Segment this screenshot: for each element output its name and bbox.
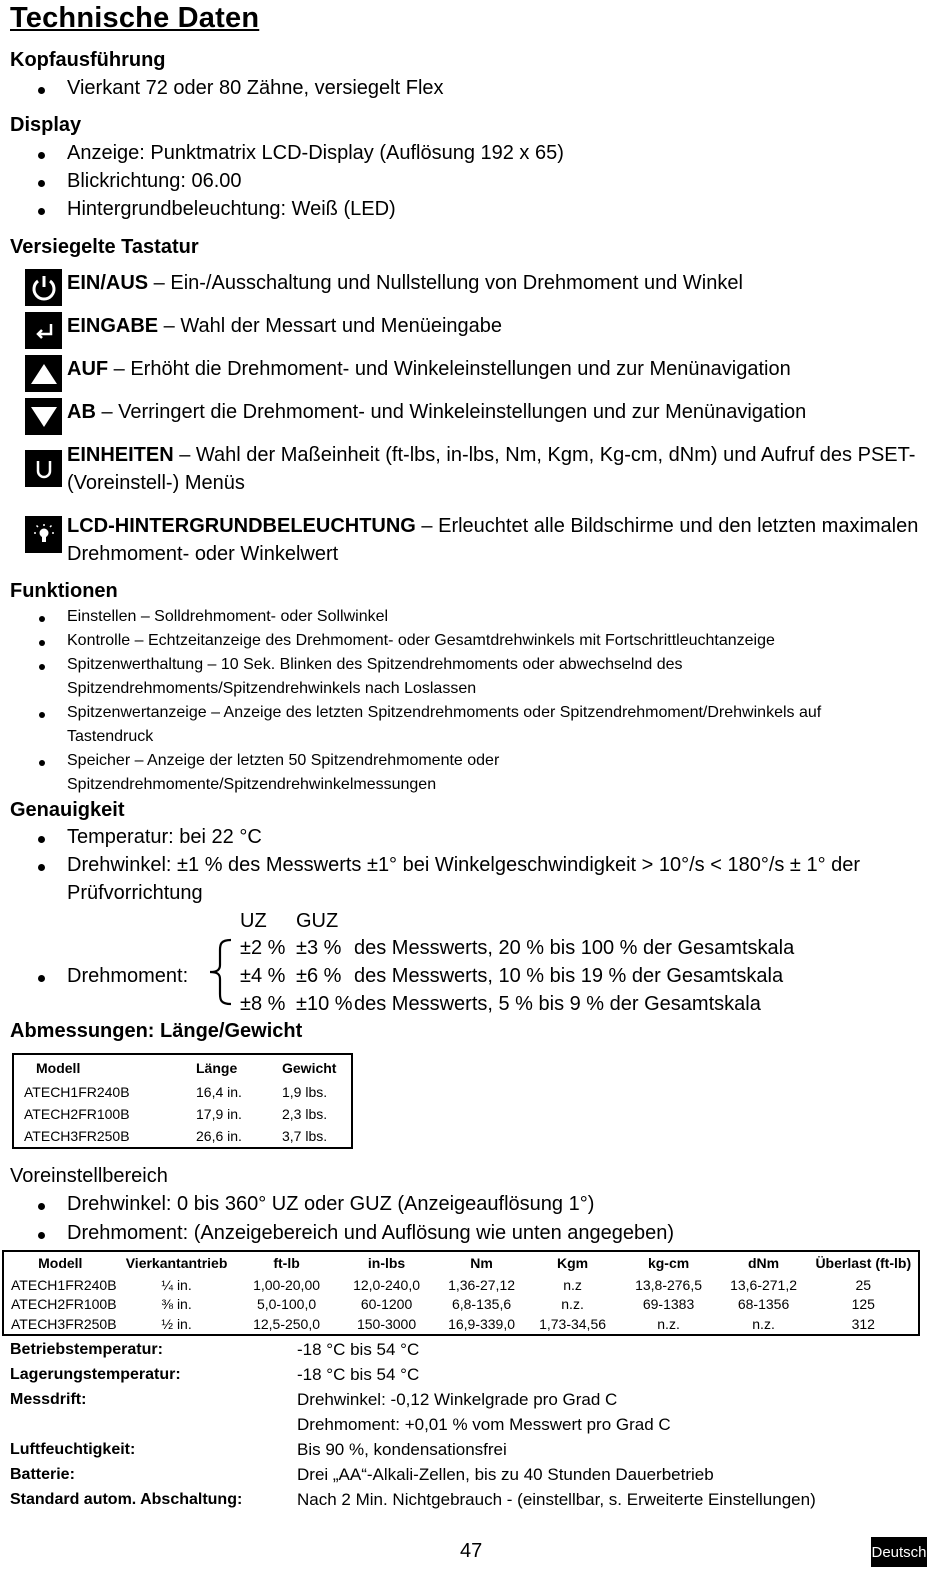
list-item: Kontrolle – Echtzeitanzeige des Drehmoment- oder Gesamtdrehwinkels mit Fortschrittleuchtanzeige bbox=[67, 632, 775, 649]
bullet-icon bbox=[39, 664, 45, 670]
table-header: Kgm bbox=[557, 1255, 589, 1272]
table-cell: ATECH2FR100B bbox=[11, 1296, 117, 1313]
key-description-units bbox=[67, 444, 915, 467]
table-header: dNm bbox=[748, 1255, 780, 1272]
accuracy-temperature: Temperatur: bei 22 °C bbox=[67, 826, 262, 848]
list-item: Spitzenwerthaltung – 10 Sek. Blinken des Spitzendrehmoments oder abwechselnd des bbox=[67, 656, 683, 673]
table-header: in-lbs bbox=[367, 1255, 406, 1272]
list-item: Speicher – Anzeige der letzten 50 Spitzendrehmomente oder bbox=[67, 752, 500, 769]
col-guz: GUZ bbox=[296, 910, 339, 932]
torque-uz: ±4 % bbox=[240, 965, 286, 987]
table-cell: 12,5-250,0 bbox=[253, 1316, 321, 1333]
table-cell: 1,36-27,12 bbox=[448, 1276, 516, 1293]
key-desc: – Wahl der Maßeinheit (ft-lbs, in-lbs, Nm, Kgm, Kg-cm, dNm) und Aufruf des PSET- bbox=[173, 444, 916, 466]
power-icon bbox=[25, 269, 62, 306]
table-cell: n.z. bbox=[657, 1316, 680, 1333]
table-header: Gewicht bbox=[282, 1059, 337, 1076]
bullet-icon bbox=[39, 640, 45, 646]
bullet-icon bbox=[38, 975, 45, 982]
table-cell: n.z. bbox=[752, 1316, 775, 1333]
key-desc: – Erhöht die Drehmoment- und Winkeleinstellungen und zur Menünavigation bbox=[108, 358, 791, 380]
list-item: Hintergrundbeleuchtung: Weiß (LED) bbox=[67, 198, 396, 220]
table-cell: 150-3000 bbox=[356, 1316, 417, 1333]
spec-label: Batterie: bbox=[10, 1466, 75, 1483]
section-heading-funktionen: Funktionen bbox=[10, 580, 118, 602]
list-item: Anzeige: Punktmatrix LCD-Display (Auflösung 192 x 65) bbox=[67, 142, 564, 164]
table-cell: 5,0-100,0 bbox=[256, 1296, 317, 1313]
spec-label: Standard autom. Abschaltung: bbox=[10, 1491, 243, 1508]
key-name: AUF bbox=[67, 358, 109, 380]
dimensions-table bbox=[12, 1053, 353, 1149]
torque-uz: ±8 % bbox=[240, 993, 286, 1015]
table-header: Nm bbox=[470, 1255, 493, 1272]
table-cell: 1,9 lbs. bbox=[282, 1083, 328, 1100]
key-description-backlight bbox=[67, 515, 918, 538]
key-desc: – Ein-/Ausschaltung und Nullstellung von Drehmoment und Winkel bbox=[148, 272, 743, 294]
list-item: Einstellen – Solldrehmoment- oder Sollwinkel bbox=[67, 608, 389, 625]
table-cell: 1,00-20,00 bbox=[253, 1276, 321, 1293]
table-cell: 312 bbox=[851, 1316, 875, 1333]
torque-label: Drehmoment: bbox=[67, 965, 189, 987]
spec-value: -18 °C bis 54 °C bbox=[297, 1365, 420, 1384]
key-name: AB bbox=[67, 401, 96, 423]
table-cell: 16,4 in. bbox=[196, 1083, 242, 1100]
key-name: EINHEITEN bbox=[67, 444, 174, 466]
page-title: Technische Daten bbox=[10, 2, 260, 34]
table-row bbox=[13, 1103, 352, 1125]
section-heading-genauigkeit: Genauigkeit bbox=[10, 799, 125, 821]
table-cell: 26,6 in. bbox=[196, 1127, 242, 1144]
list-item-cont: Tastendruck bbox=[67, 728, 154, 745]
key-desc: – Verringert die Drehmoment- und Winkeleinstellungen und zur Menünavigation bbox=[95, 401, 807, 423]
table-cell: 25 bbox=[855, 1276, 872, 1293]
spec-label: Luftfeuchtigkeit: bbox=[10, 1441, 136, 1458]
torque-guz: ±10 % bbox=[296, 993, 353, 1015]
table-cell: ATECH1FR240B bbox=[11, 1276, 117, 1293]
torque-uz: ±2 % bbox=[240, 937, 286, 959]
torque-guz: ±3 % bbox=[296, 937, 342, 959]
spec-value: Drehmoment: +0,01 % vom Messwert pro Grad C bbox=[297, 1415, 671, 1434]
table-cell: n.z bbox=[563, 1276, 582, 1293]
page-number: 47 bbox=[460, 1540, 483, 1562]
table-cell: 60-1200 bbox=[360, 1296, 413, 1313]
section-heading-tastatur: Versiegelte Tastatur bbox=[10, 236, 199, 258]
enter-icon bbox=[25, 312, 62, 349]
key-name: LCD-HINTERGRUNDBELEUCHTUNG bbox=[67, 515, 416, 537]
key-desc: – Erleuchtet alle Bildschirme und den letzten maximalen bbox=[415, 515, 919, 537]
section-heading-abmessungen: Abmessungen: Länge/Gewicht bbox=[10, 1020, 303, 1042]
spec-value: Bis 90 %, kondensationsfrei bbox=[297, 1440, 507, 1459]
bullet-icon bbox=[38, 208, 45, 215]
spec-value: Nach 2 Min. Nichtgebrauch - (einstellbar, s. Erweiterte Einstellungen) bbox=[297, 1490, 816, 1509]
bullet-icon bbox=[39, 760, 45, 766]
table-header: Modell bbox=[36, 1059, 81, 1076]
table-header-row bbox=[13, 1054, 352, 1081]
table-cell: ATECH3FR250B bbox=[11, 1316, 117, 1333]
key-description-power bbox=[67, 272, 743, 295]
table-cell: ATECH3FR250B bbox=[24, 1127, 130, 1144]
arrow-up-icon bbox=[25, 355, 62, 392]
bullet-icon bbox=[38, 864, 45, 871]
key-name: EIN/AUS bbox=[67, 272, 149, 294]
bullet-icon bbox=[38, 836, 45, 843]
key-desc: – Wahl der Messart und Menüeingabe bbox=[158, 315, 503, 337]
bullet-icon bbox=[39, 712, 45, 718]
table-cell: ATECH2FR100B bbox=[24, 1105, 130, 1122]
table-header: ft-lb bbox=[273, 1255, 300, 1272]
table-cell: n.z. bbox=[561, 1296, 584, 1313]
table-cell: 17,9 in. bbox=[196, 1105, 242, 1122]
key-name: EINGABE bbox=[67, 315, 159, 337]
arrow-down-icon bbox=[25, 398, 62, 435]
torque-text: des Messwerts, 20 % bis 100 % der Gesamtskala bbox=[354, 937, 795, 959]
brace-icon bbox=[205, 937, 235, 1007]
key-desc-cont: (Voreinstell-) Menüs bbox=[67, 472, 245, 494]
backlight-icon bbox=[25, 516, 62, 553]
list-item: Drehwinkel: 0 bis 360° UZ oder GUZ (Anzeigeauflösung 1°) bbox=[67, 1193, 595, 1215]
range-table bbox=[2, 1250, 920, 1336]
table-cell: ⅜ in. bbox=[161, 1296, 192, 1313]
table-cell: 13,6-271,2 bbox=[730, 1276, 798, 1293]
key-description-enter bbox=[67, 315, 502, 338]
col-uz: UZ bbox=[240, 910, 267, 932]
spec-label: Lagerungstemperatur: bbox=[10, 1366, 181, 1383]
table-cell: 6,8-135,6 bbox=[451, 1296, 512, 1313]
table-cell: 69-1383 bbox=[642, 1296, 695, 1313]
table-cell: 13,8-276,5 bbox=[635, 1276, 703, 1293]
table-cell: ½ in. bbox=[161, 1316, 192, 1333]
table-cell: 2,3 lbs. bbox=[282, 1105, 328, 1122]
key-description-down bbox=[67, 401, 806, 424]
units-icon bbox=[25, 450, 62, 487]
bullet-icon bbox=[38, 1232, 45, 1239]
table-row bbox=[3, 1314, 919, 1335]
bullet-icon bbox=[38, 87, 45, 94]
table-cell: 68-1356 bbox=[737, 1296, 790, 1313]
accuracy-angle: Drehwinkel: ±1 % des Messwerts ±1° bei Winkelgeschwindigkeit > 10°/s < 180°/s ± 1° der bbox=[67, 854, 861, 876]
torque-text: des Messwerts, 10 % bis 19 % der Gesamtskala bbox=[354, 965, 784, 987]
table-header: Vierkantantrieb bbox=[125, 1255, 228, 1272]
table-header: kg-cm bbox=[647, 1255, 690, 1272]
bullet-icon bbox=[38, 1203, 45, 1210]
accuracy-angle-cont: Prüfvorrichtung bbox=[67, 882, 203, 904]
key-description-up bbox=[67, 358, 791, 381]
table-cell: ¼ in. bbox=[161, 1276, 192, 1293]
list-item-cont: Spitzendrehmomente/Spitzendrehwinkelmessungen bbox=[67, 776, 437, 793]
table-header: Länge bbox=[196, 1059, 238, 1076]
table-cell: 16,9-339,0 bbox=[448, 1316, 516, 1333]
table-header: Überlast (ft-lb) bbox=[815, 1255, 912, 1272]
spec-label: Messdrift: bbox=[10, 1391, 87, 1408]
table-cell: 12,0-240,0 bbox=[353, 1276, 421, 1293]
torque-guz: ±6 % bbox=[296, 965, 342, 987]
bullet-icon bbox=[38, 180, 45, 187]
list-item: Drehmoment: (Anzeigebereich und Auflösung wie unten angegeben) bbox=[67, 1222, 675, 1244]
list-item: Vierkant 72 oder 80 Zähne, versiegelt Flex bbox=[67, 77, 444, 99]
list-item: Blickrichtung: 06.00 bbox=[67, 170, 242, 192]
table-cell: 125 bbox=[851, 1296, 875, 1313]
bullet-icon bbox=[38, 152, 45, 159]
section-heading-display: Display bbox=[10, 114, 82, 136]
table-row bbox=[3, 1275, 919, 1295]
section-heading-kopf: Kopfausführung bbox=[10, 49, 166, 71]
table-header: Modell bbox=[38, 1255, 83, 1272]
table-cell: 3,7 lbs. bbox=[282, 1127, 328, 1144]
language-badge: Deutsch bbox=[871, 1537, 927, 1567]
table-row bbox=[13, 1125, 352, 1148]
table-cell: 1,73-34,56 bbox=[539, 1316, 607, 1333]
spec-value: Drehwinkel: -0,12 Winkelgrade pro Grad C bbox=[297, 1390, 618, 1409]
bullet-icon bbox=[39, 616, 45, 622]
spec-label: Betriebstemperatur: bbox=[10, 1341, 163, 1358]
spec-value: Drei „AA“-Alkali-Zellen, bis zu 40 Stunden Dauerbetrieb bbox=[297, 1465, 714, 1484]
table-cell: ATECH1FR240B bbox=[24, 1083, 130, 1100]
table-row bbox=[3, 1295, 919, 1315]
key-desc-cont: Drehmoment- oder Winkelwert bbox=[67, 543, 339, 565]
list-item: Spitzenwertanzeige – Anzeige des letzten Spitzendrehmoments oder Spitzendrehmoment/Drehwinkels auf bbox=[67, 704, 822, 721]
table-row bbox=[13, 1081, 352, 1103]
spec-value: -18 °C bis 54 °C bbox=[297, 1340, 420, 1359]
section-heading-voreinstell: Voreinstellbereich bbox=[10, 1165, 168, 1187]
torque-text: des Messwerts, 5 % bis 9 % der Gesamtskala bbox=[354, 993, 761, 1015]
table-header-row bbox=[3, 1251, 919, 1275]
list-item-cont: Spitzendrehmoments/Spitzendrehwinkels nach Loslassen bbox=[67, 680, 477, 697]
